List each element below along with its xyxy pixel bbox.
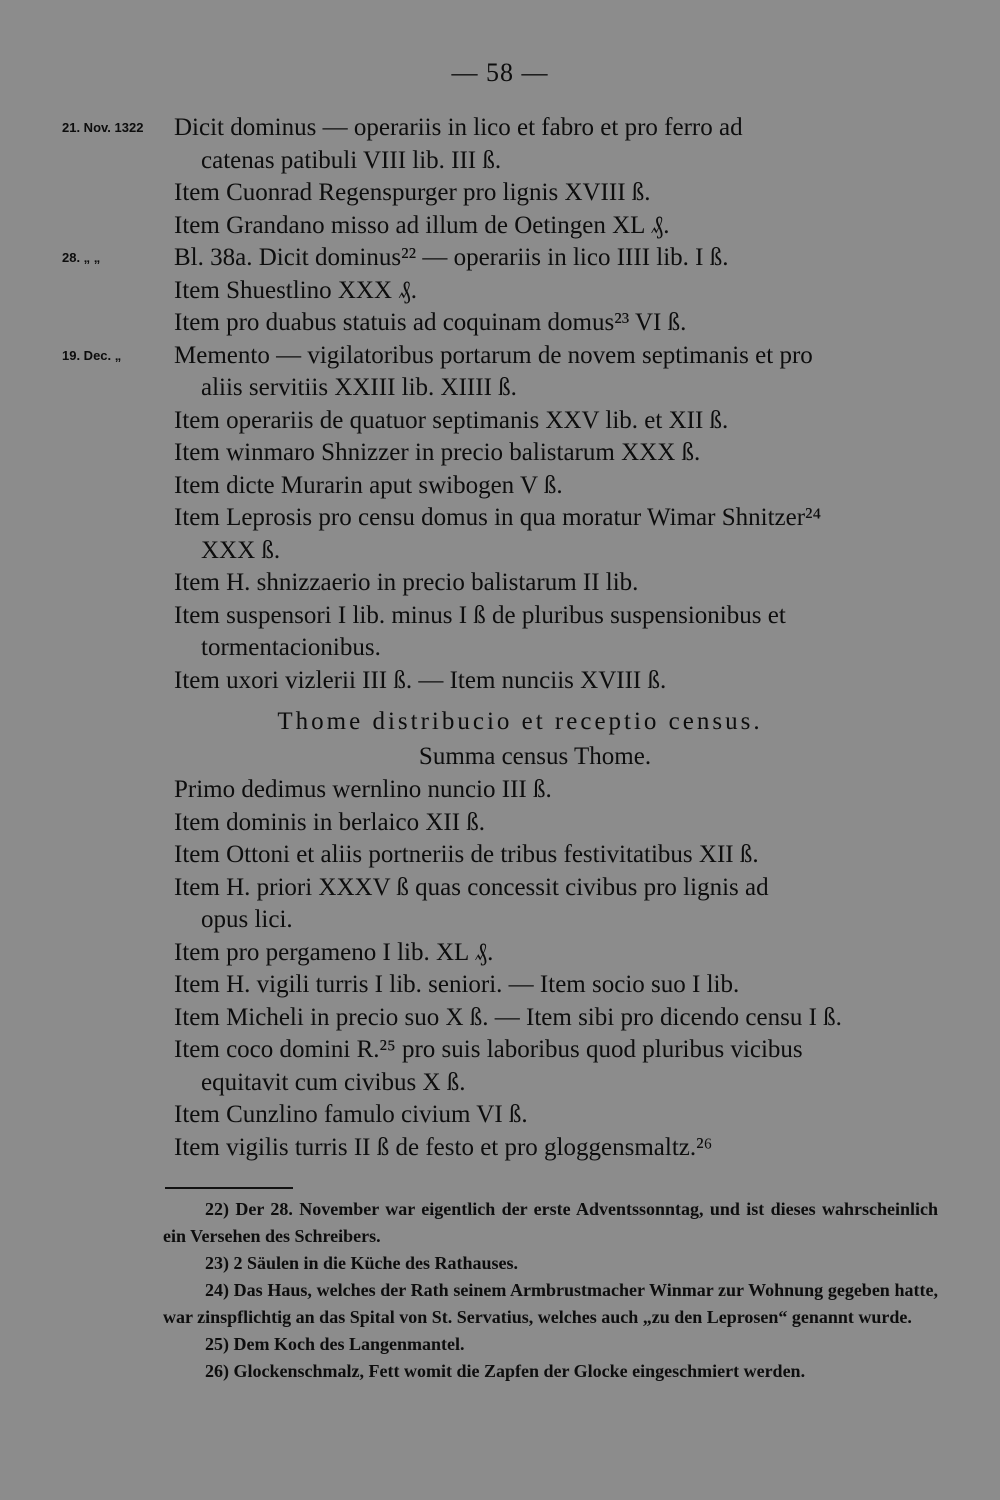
ledger-entry: [0, 1034, 1000, 1099]
footnote: 25) Dem Koch des Langenmantel.: [205, 1334, 465, 1354]
entry-line: Item Shuestlino XXX ₰.: [174, 276, 418, 304]
entry-line: opus lici.: [201, 906, 293, 933]
entry-line: Item pro duabus statuis ad coquinam domus²³ VI ß.: [174, 309, 687, 336]
entry-date: 21. Nov. 1322: [62, 120, 144, 135]
entry-line: Memento — vigilatoribus portarum de novem septimanis et pro: [174, 341, 813, 369]
entry-line: Item dominis in berlaico XII ß.: [174, 808, 486, 836]
entry-line: Item Grandano misso ad illum de Oetingen XL ₰.: [174, 211, 670, 239]
entry-line: Item suspensori I lib. minus I ß de pluribus suspensionibus et: [174, 601, 786, 629]
footnote: 24) Das Haus, welches der Rath seinem Armbrustmacher Winmar zur Wohnung gegeben hatte, war zinspflichtig an das Spital von St. Servatius, welches auch „zu den Leprosen“ genannt wurde.: [163, 1280, 938, 1327]
ledger-entry: [0, 307, 1000, 340]
ledger-entry: [0, 1132, 1000, 1165]
ledger-entry: [0, 839, 1000, 872]
ledger-entry: [0, 275, 1000, 308]
entry-line: Item Ottoni et aliis portneriis de tribus festivitatibus XII ß.: [174, 841, 759, 868]
entry-line: Primo dedimus wernlino nuncio III ß.: [174, 776, 552, 803]
ledger-entry: [0, 665, 1000, 698]
ledger-entry: [0, 112, 1000, 177]
entry-line: aliis servitiis XXIII lib. XIIII ß.: [201, 374, 517, 401]
entry-line: Item H. vigili turris I lib. seniori. — Item socio suo I lib.: [174, 971, 740, 998]
entry-line: Item dicte Murarin aput swibogen V ß.: [174, 471, 563, 499]
ledger-entry: [0, 405, 1000, 438]
ledger-entry: [0, 1002, 1000, 1035]
ledger-entry: [0, 969, 1000, 1002]
section-subheading: Summa census Thome.: [418, 743, 652, 770]
entry-line: Item Cuonrad Regenspurger pro lignis XVIII ß.: [174, 179, 651, 206]
ledger-entry: [0, 600, 1000, 665]
ledger-entry: [0, 567, 1000, 600]
ledger-entry: [0, 340, 1000, 405]
entry-line: Item Micheli in precio suo X ß. — Item sibi pro dicendo censu I ß.: [174, 1003, 842, 1031]
entry-line: Item Cunzlino famulo civium VI ß.: [174, 1101, 528, 1128]
entry-line: Item coco domini R.²⁵ pro suis laboribus quod pluribus vicibus: [174, 1036, 803, 1063]
ledger-entry: [0, 937, 1000, 970]
ledger-entry: [0, 1099, 1000, 1132]
entry-line: equitavit cum civibus X ß.: [201, 1068, 466, 1096]
entry-line: Item H. priori XXXV ß quas concessit civibus pro lignis ad: [174, 873, 769, 901]
footnotes: [163, 1196, 938, 1385]
entry-line: Item vigilis turris II ß de festo et pro gloggensmaltz.²⁶: [174, 1133, 713, 1161]
entry-line: Item winmaro Shnizzer in precio balistarum XXX ß.: [174, 439, 701, 466]
entry-date: 28. „ „: [62, 250, 101, 265]
entry-date: 19. Dec. „: [62, 347, 122, 363]
ledger-entries: [0, 112, 1000, 1164]
ledger-entry: [0, 437, 1000, 470]
entry-line: tormentacionibus.: [201, 634, 381, 661]
ledger-entry: [0, 872, 1000, 937]
ledger-entry: [0, 177, 1000, 210]
entry-line: Item Leprosis pro censu domus in qua moratur Wimar Shnitzer²⁴: [174, 504, 822, 531]
entry-line: Bl. 38a. Dicit dominus²² — operariis in lico IIII lib. I ß.: [174, 244, 729, 271]
ledger-entry: [0, 807, 1000, 840]
entry-line: Item H. shnizzaerio in precio balistarum II lib.: [174, 569, 639, 596]
footnote: 26) Glockenschmalz, Fett womit die Zapfen der Glocke eingeschmiert werden.: [205, 1361, 806, 1381]
section-heading: Thome distribucio et receptio census.: [277, 708, 763, 735]
ledger-entry: [0, 242, 1000, 275]
ledger-entry: [0, 470, 1000, 503]
entry-line: Dicit dominus — operariis in lico et fabro et pro ferro ad: [174, 114, 743, 141]
page-number: — 58 —: [451, 58, 549, 87]
ledger-entry: [0, 502, 1000, 567]
ledger-entry: [0, 774, 1000, 807]
entry-line: XXX ß.: [201, 536, 281, 564]
footnote: 22) Der 28. November war eigentlich der erste Adventssonntag, und ist dieses wahrscheinlich ein Versehen des Schreibers.: [163, 1199, 938, 1246]
ledger-entry: [0, 210, 1000, 243]
entry-line: Item uxori vizlerii III ß. — Item nunciis XVIII ß.: [174, 666, 667, 694]
entry-line: Item operariis de quatuor septimanis XXV lib. et XII ß.: [174, 406, 729, 434]
footnote: 23) 2 Säulen in die Küche des Rathauses.: [205, 1253, 519, 1273]
entry-line: catenas patibuli VIII lib. III ß.: [201, 146, 502, 174]
footnote-divider: [165, 1187, 293, 1189]
entry-line: Item pro pergameno I lib. XL ₰.: [174, 938, 494, 966]
